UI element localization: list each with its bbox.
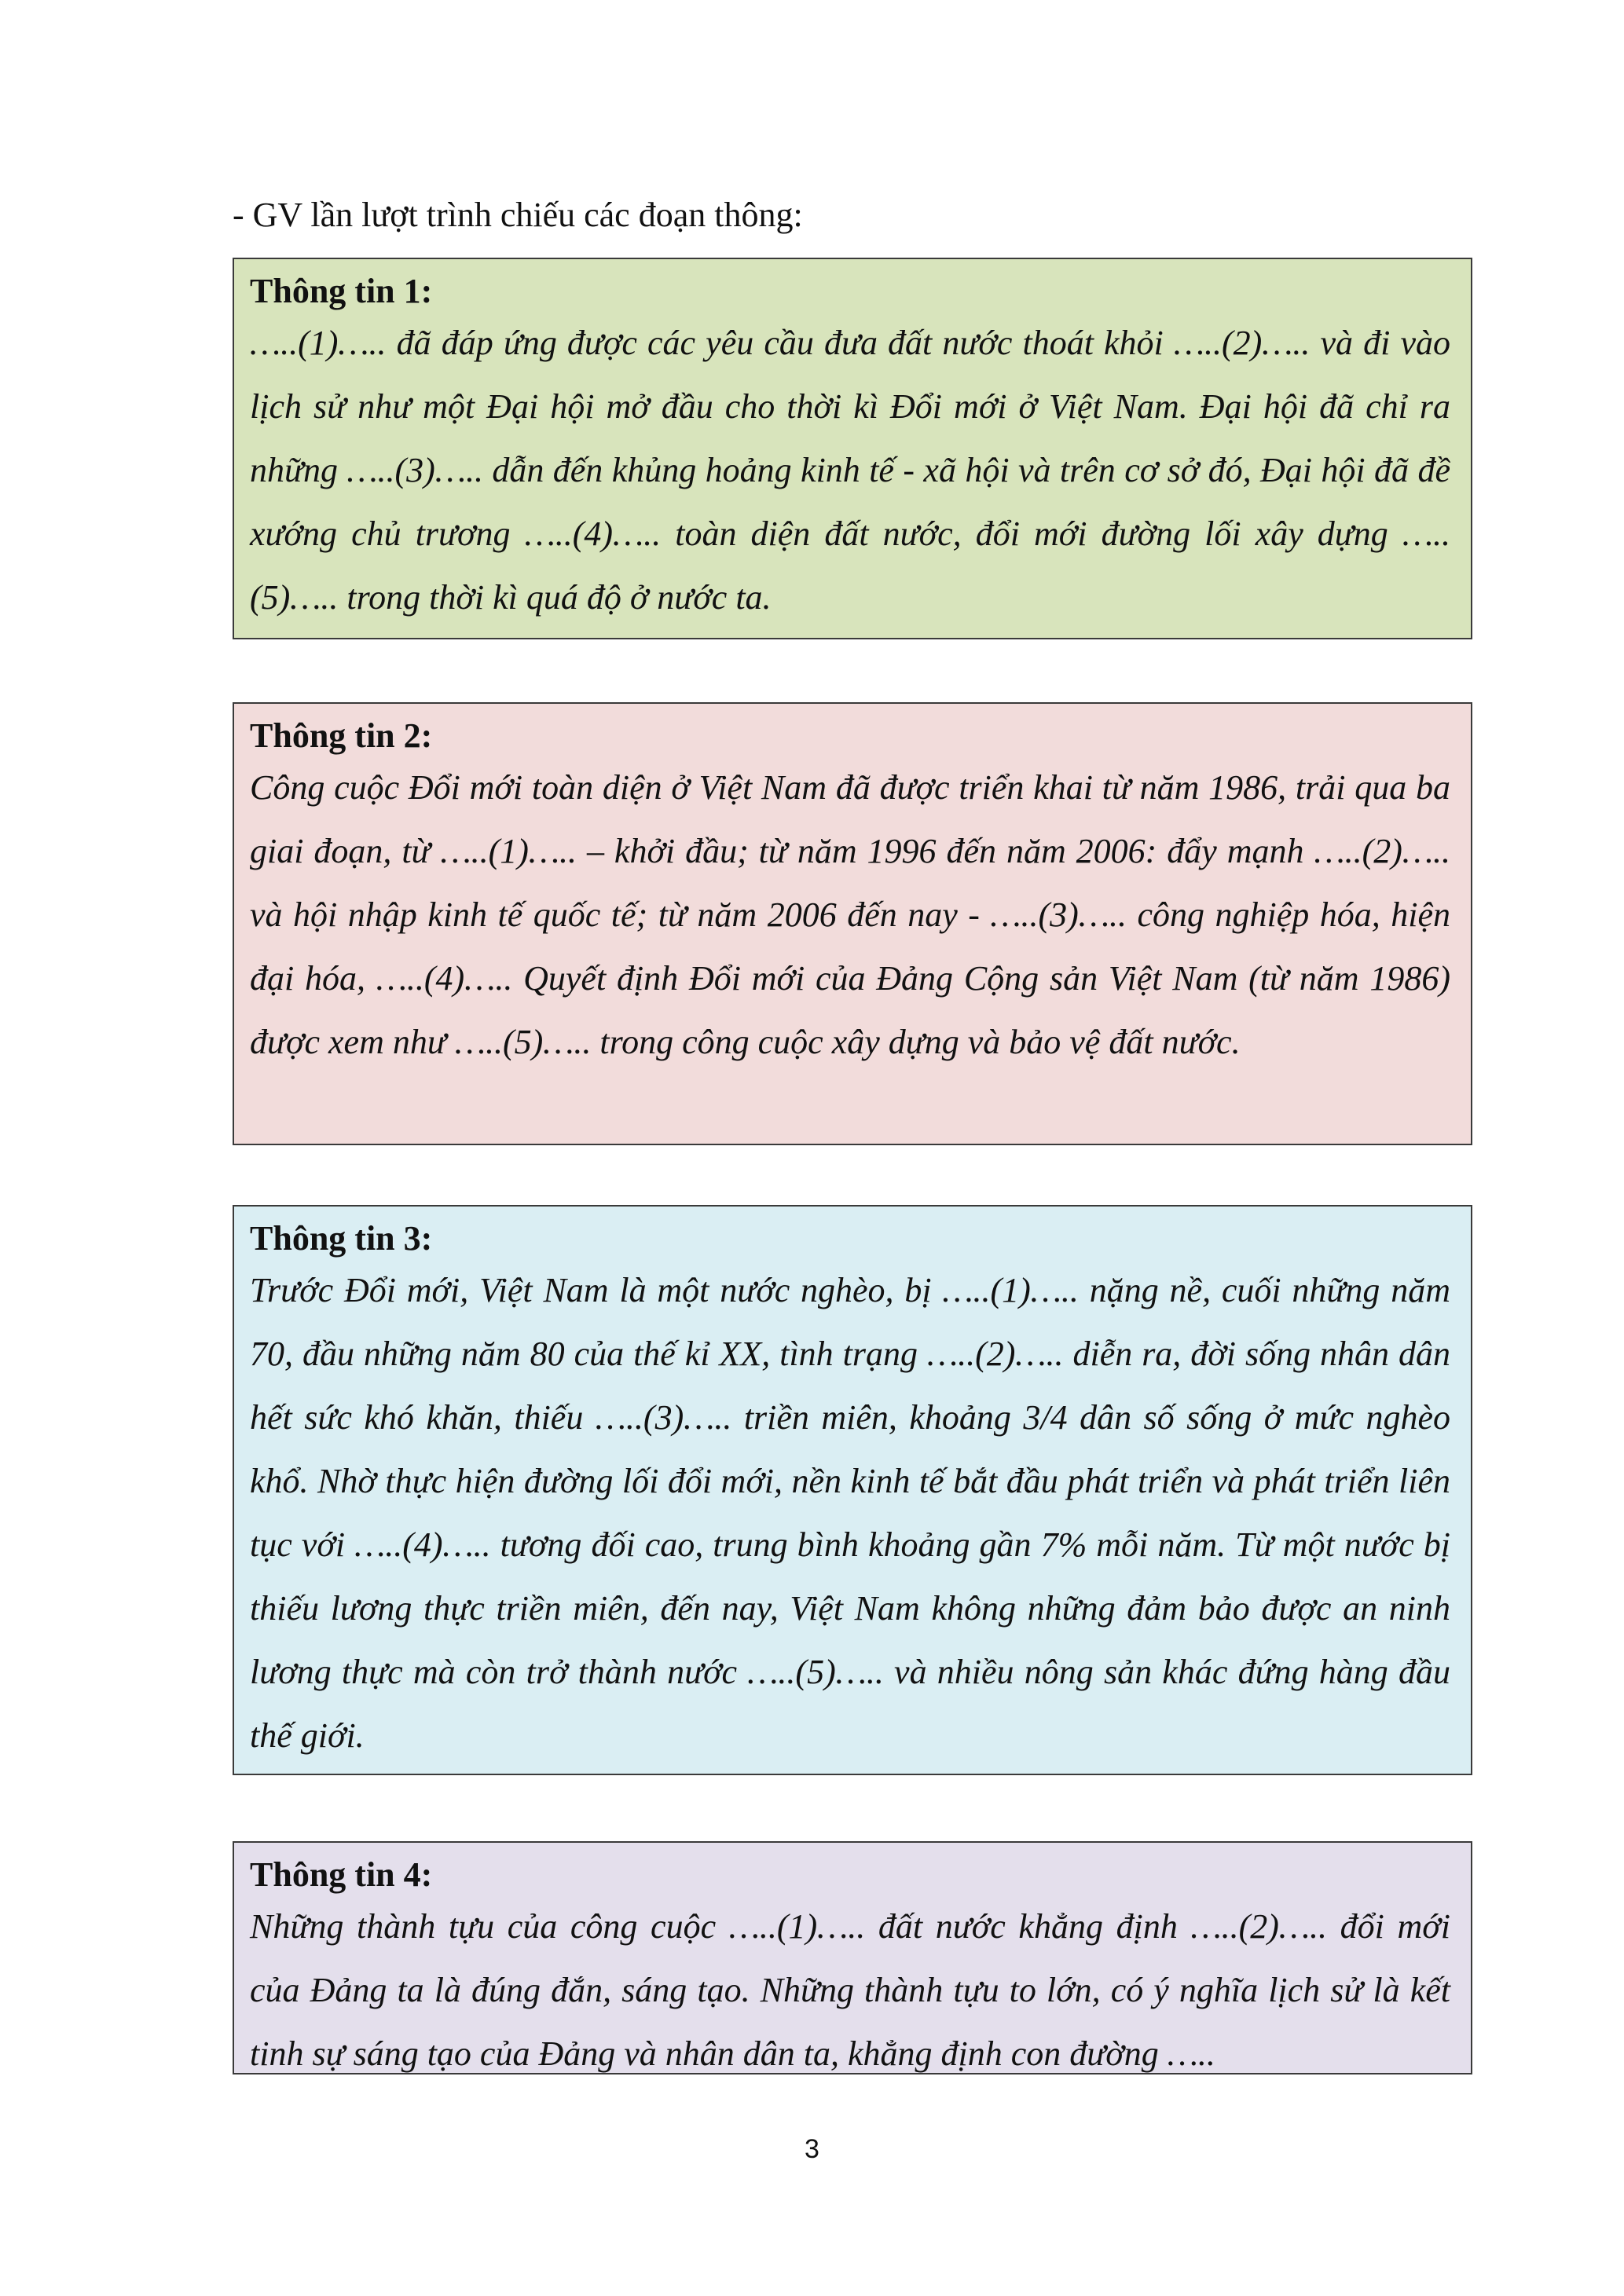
info-box-3-body: Trước Đổi mới, Việt Nam là một nước nghèo, bị …..(1)….. nặng nề, cuối những năm 70, đầu những năm 80 của thế kỉ XX, tình trạng …..(2)….. diễn ra, đời sống nhân dân hết sức khó khăn, thiếu …..(3)….. triền miên, khoảng 3/4 dân số sống ở mức nghèo khổ. Nhờ thực hiện đường lối đổi mới, nền kinh tế bắt đầu phát triển và phát triển liên tục với …..(4)….. tương đối cao, trung bình khoảng gần 7% mỗi năm. Từ một nước bị thiếu lương thực triền miên, đến nay, Việt Nam không những đảm bảo được an ninh lương thực mà còn trở thành nước …..(5)….. và nhiều nông sản khác đứng hàng đầu thế giới.	[250, 1271, 1450, 1755]
info-box-3-title: Thông tin 3:	[250, 1219, 433, 1258]
info-box-2-body: Công cuộc Đổi mới toàn diện ở Việt Nam đã được triển khai từ năm 1986, trải qua ba giai đoạn, từ …..(1)….. – khởi đầu; từ năm 1996 đến năm 2006: đẩy mạnh …..(2)….. và hội nhập kinh tế quốc tế; từ năm 2006 đến nay - …..(3)….. công nghiệp hóa, hiện đại hóa, …..(4)….. Quyết định Đổi mới của Đảng Cộng sản Việt Nam (từ năm 1986) được xem như …..(5)….. trong công cuộc xây dựng và bảo vệ đất nước.	[250, 768, 1450, 1061]
info-box-3	[233, 1205, 1472, 1775]
page-number: 3	[805, 2134, 819, 2164]
info-box-1	[233, 258, 1472, 639]
intro-line: - GV lần lượt trình chiếu các đoạn thông:	[233, 196, 803, 234]
info-box-4-body: Những thành tựu của công cuộc …..(1)….. đất nước khẳng định …..(2)….. đổi mới của Đảng ta là đúng đắn, sáng tạo. Những thành tựu to lớn, có ý nghĩa lịch sử là kết tinh sự sáng tạo của Đảng và nhân dân ta, khẳng định con đường …..	[250, 1907, 1450, 2073]
info-box-1-title: Thông tin 1:	[250, 272, 433, 310]
info-box-2	[233, 702, 1472, 1145]
info-box-2-title: Thông tin 2:	[250, 716, 433, 755]
info-box-1-body: …..(1)….. đã đáp ứng được các yêu cầu đưa đất nước thoát khỏi …..(2)….. và đi vào lịch sử như một Đại hội mở đầu cho thời kì Đổi mới ở Việt Nam. Đại hội đã chỉ ra những …..(3)….. dẫn đến khủng hoảng kinh tế - xã hội và trên cơ sở đó, Đại hội đã đề xướng chủ trương …..(4)….. toàn diện đất nước, đổi mới đường lối xây dựng …..(5)….. trong thời kì quá độ ở nước ta.	[250, 324, 1450, 617]
info-box-4-title: Thông tin 4:	[250, 1855, 433, 1894]
info-box-4	[233, 1841, 1472, 2074]
